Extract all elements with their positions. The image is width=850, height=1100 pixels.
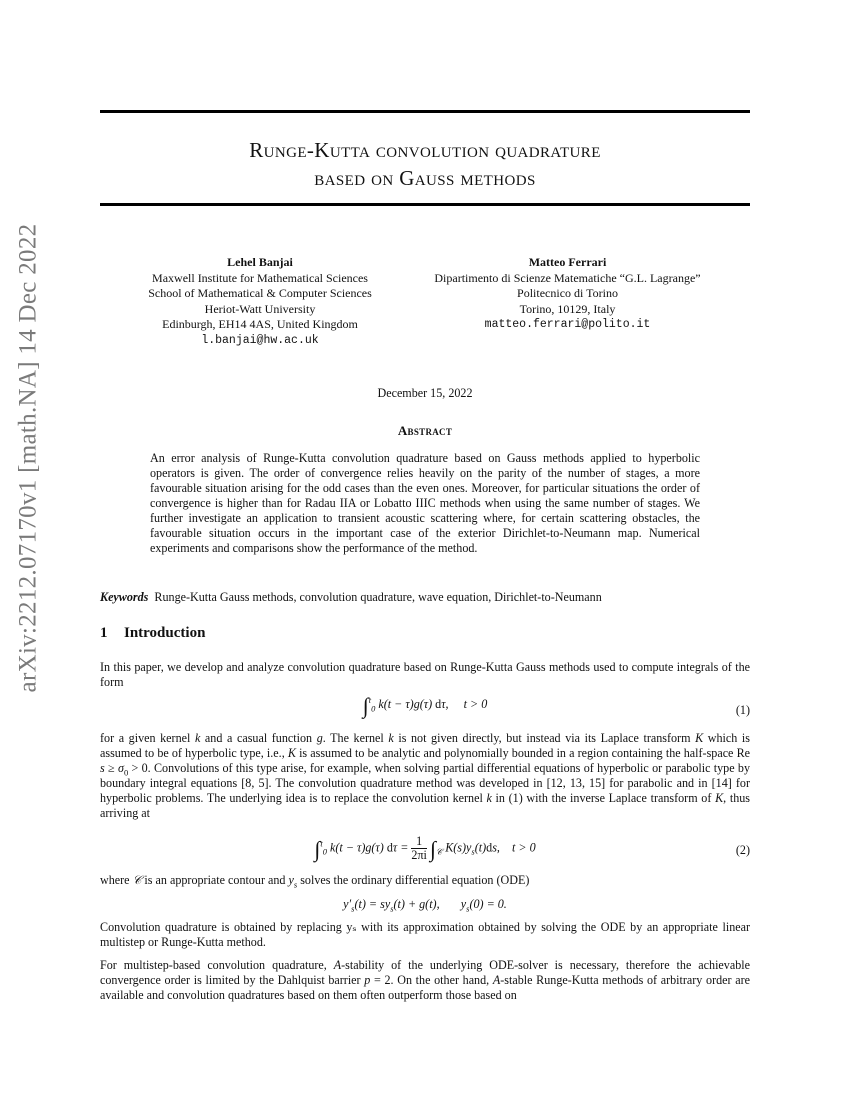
section-number: 1 [100,625,108,641]
arxiv-id: arXiv:2212.07170v1 [math.NA] 14 Dec 2022 [14,223,42,693]
keywords-text: Runge-Kutta Gauss methods, convolution quadrature, wave equation, Dirichlet-to-Neumann [154,590,602,604]
author-block-2 [420,255,715,333]
author-affiliation-line: Heriot-Watt University [204,301,316,316]
author-affiliation-line: Torino, 10129, Italy [519,301,616,316]
section-heading [100,626,205,641]
keywords-label: Keywords [100,590,149,604]
paragraph: For multistep-based convolution quadrature, A-stability of the underlying ODE-solver is necessary, therefore the achievable convergence order is limited by the Dahlquist barrier p = 2. On the other hand, A-stable Runge-Kutta methods of arbitrary order are available and convolution quadratures based on them often outperform those based on [100,958,750,1002]
abstract-heading: Abstract [397,423,453,438]
equation-2-tag: (2) [735,843,750,857]
author-affiliation-line: School of Mathematical & Computer Sciences [148,286,372,300]
author-affiliation-line: Maxwell Institute for Mathematical Sciences [152,270,368,285]
equation-1-body: ∫$^t_0$ k(t − τ)g(τ) dτ, t > 0 [362,693,488,718]
paper-date: December 15, 2022 [377,386,473,400]
paper-title [100,136,750,192]
author-affiliation-line: Edinburgh, EH14 4AS, United Kingdom [162,317,358,331]
abstract-text: An error analysis of Runge-Kutta convolution quadrature based on Gauss methods applied to hyperbolic operators is given. The order of convergence relies heavily on the parity of the number of stages, a more favourable situation arising for the odd cases than the even ones. Moreover, for particular situations the order of convergence is higher than for Radau IIA or Lobatto IIIC methods when using the same number of stages. We further investigate an application to transient acoustic scattering where, for certain scattering obstacles, the favourable situation occurs in the important case of the exterior Dirichlet-to-Neumann map. Numerical experiments and comparisons show the performance of the method. [150,451,700,555]
equation-1-tag: (1) [735,703,750,717]
paragraph: for a given kernel k and a casual function g. The kernel k is not given directly, but instead via its Laplace transform K which is assumed to be of hyperbolic type, i.e., K is assumed to be analytic and polynomially bounded in a region containing the half-space Re $s \ge \sigma_0 > 0$. Convolutions of this type arise, for example, when solving partial differential equations of hyperbolic or parabolic type by boundary integral equations [8, 5]. The convolution quadrature method was developed in [12, 13, 15] for parabolic and in [14] for hyperbolic problems. The underlying idea is to replace the convolution kernel k in (1) with the inverse Laplace transform of K, thus arriving at [100,731,751,820]
equation-ode-body: $y'_s(t) = sy_s(t) + g(t)$, $y_s(0) = 0$. [343,897,507,914]
equation-1 [100,693,750,723]
title-rule-top [100,110,750,113]
keywords [100,590,750,605]
author-email: matteo.ferrari@polito.it [484,318,651,331]
author-block-1 [130,255,390,348]
author-affiliation-line: Politecnico di Torino [517,286,618,300]
paragraph: where 𝒞 is an appropriate contour and $y_s$ solves the ordinary differential equation (ODE) [100,873,530,890]
equation-2-body: ∫$^t_0$ k(t − τ)g(τ) dτ = $\frac{1}{2\pi i}$ $\int_𝒞$ $K(s)y_s(t)ds$, t > 0 [314,834,536,862]
equation-ode [100,895,750,913]
equation-2 [100,833,750,863]
section-title: Introduction [124,625,206,641]
author-affiliation-line: Dipartimento di Scienze Matematiche “G.L. Lagrange” [434,270,701,285]
paragraph: Convolution quadrature is obtained by replacing yₛ with its approximation obtained by solving the ODE by an appropriate linear multistep or Runge-Kutta method. [100,920,750,949]
author-name: Matteo Ferrari [528,255,607,269]
title-rule-bottom [100,203,750,206]
arxiv-sidebar [4,223,52,693]
paragraph: In this paper, we develop and analyze convolution quadrature based on Runge-Kutta Gauss methods used to compute integrals of the form [100,660,750,689]
author-name: Lehel Banjai [227,255,293,269]
author-email: l.banjai@hw.ac.uk [201,333,319,347]
title-line-2: based on Gauss methods [314,166,536,190]
title-line-1: Runge-Kutta convolution quadrature [249,138,601,162]
